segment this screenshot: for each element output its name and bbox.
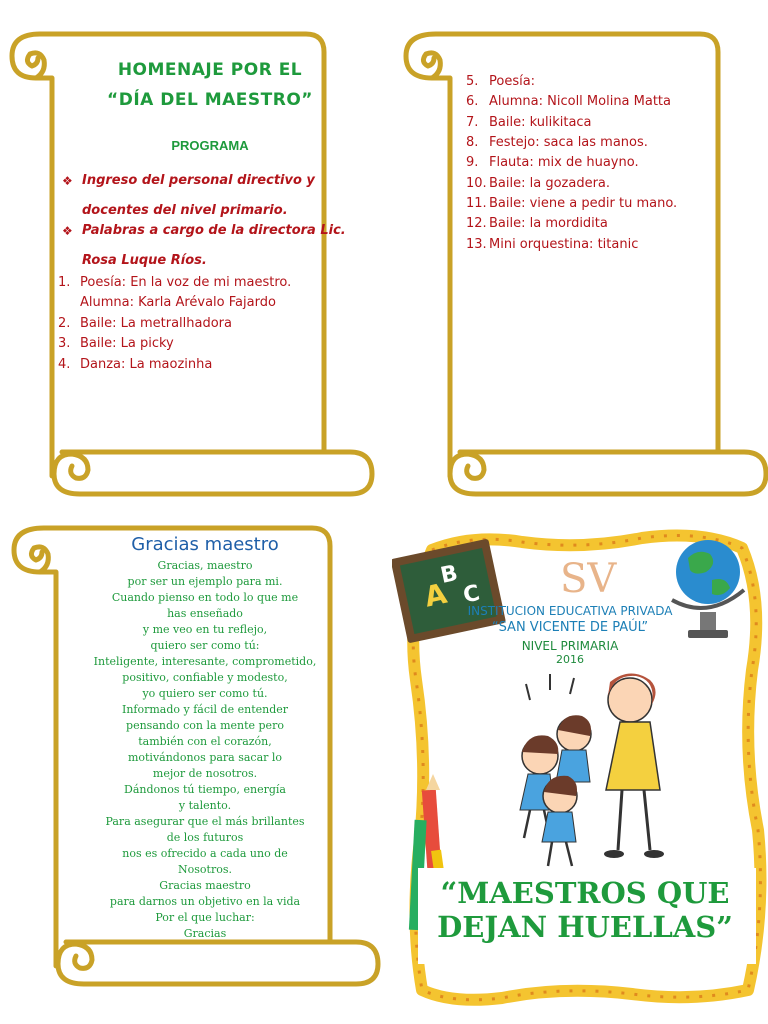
poem-line: Inteligente, interesante, comprometido, bbox=[93, 655, 317, 668]
item-number: 1. bbox=[58, 275, 71, 290]
logo-letters: SV bbox=[560, 556, 617, 602]
program-item: Alumna: Nicoll Molina Matta bbox=[489, 94, 671, 109]
school-name: “SAN VICENTE DE PAÚL” bbox=[491, 620, 649, 635]
item-number: 8. bbox=[466, 135, 479, 150]
motto-text bbox=[420, 876, 750, 944]
item-number: 10. bbox=[466, 176, 487, 191]
child-2 bbox=[556, 715, 591, 782]
poem-title: Gracias maestro bbox=[131, 534, 279, 555]
diamond-bullet-icon: ❖ bbox=[62, 174, 73, 188]
poem-line: has enseñado bbox=[167, 607, 243, 620]
program-item: Baile: la mordidita bbox=[489, 216, 608, 231]
school-year: 2016 bbox=[556, 653, 584, 666]
poem-line: Para asegurar que el más brillantes bbox=[105, 815, 305, 828]
bullet-1-line1: Ingreso del personal directivo y bbox=[82, 173, 315, 188]
program-item: Baile: la gozadera. bbox=[489, 176, 611, 191]
program-item: Flauta: mix de huayno. bbox=[489, 155, 639, 170]
blackboard-letter-a: A bbox=[421, 576, 450, 614]
child-3 bbox=[542, 776, 577, 866]
poem-line: por ser un ejemplo para mi. bbox=[127, 575, 283, 588]
poem-line: pensando con la mente pero bbox=[126, 719, 284, 732]
diamond-bullet-icon: ❖ bbox=[62, 224, 73, 238]
school-level: NIVEL PRIMARIA bbox=[521, 639, 619, 653]
item-number: 11. bbox=[466, 196, 487, 211]
program-label: PROGRAMA bbox=[171, 138, 249, 153]
poem-line: yo quiero ser como tú. bbox=[142, 687, 268, 700]
program-item: Danza: La maozinha bbox=[80, 357, 213, 372]
program-item-sub: Alumna: Karla Arévalo Fajardo bbox=[80, 295, 276, 310]
poem-line: de los futuros bbox=[166, 831, 244, 844]
motto-line1: “MAESTROS QUE bbox=[440, 876, 730, 910]
poem-line: y talento. bbox=[178, 799, 232, 812]
program-item: Festejo: saca las manos. bbox=[489, 135, 648, 150]
school-logo bbox=[560, 556, 617, 602]
poem-line: Informado y fácil de entender bbox=[121, 703, 289, 716]
item-number: 13. bbox=[466, 237, 487, 252]
program-title-line1: HOMENAJE POR EL bbox=[117, 60, 303, 80]
poem-line: nos es ofrecido a cada uno de bbox=[122, 847, 288, 860]
teacher-children-illustration bbox=[520, 673, 664, 866]
poem-line: mejor de nosotros. bbox=[152, 767, 258, 780]
poem-line: motivándonos para sacar lo bbox=[127, 751, 283, 764]
bullet-1-line2: docentes del nivel primario. bbox=[82, 203, 288, 218]
poem-line: Nosotros. bbox=[178, 863, 232, 876]
program-title-line2: “DÍA DEL MAESTRO” bbox=[107, 90, 313, 110]
blackboard-letter-c: C bbox=[461, 580, 483, 609]
poem-line: y me veo en tu reflejo, bbox=[142, 623, 268, 636]
program-item: Mini orquestina: titanic bbox=[489, 237, 639, 252]
item-number: 5. bbox=[466, 74, 479, 89]
poem-line: Dándonos tú tiempo, energía bbox=[124, 783, 286, 796]
bullet-2-line1: Palabras a cargo de la directora Lic. bbox=[82, 223, 346, 238]
poem-line: Por el que luchar: bbox=[155, 911, 255, 924]
poem-body bbox=[60, 558, 350, 942]
poem-line: también con el corazón, bbox=[138, 735, 272, 748]
poem-line: Cuando pienso en todo lo que me bbox=[111, 591, 299, 604]
program-item: Baile: La picky bbox=[80, 336, 174, 351]
poem-line: quiero ser como tú: bbox=[150, 639, 260, 652]
program-item: Poesía: En la voz de mi maestro. bbox=[80, 275, 292, 290]
poem-line: Gracias maestro bbox=[159, 879, 251, 892]
poem-line: positivo, confiable y modesto, bbox=[122, 671, 288, 684]
item-number: 12. bbox=[466, 216, 487, 231]
item-number: 2. bbox=[58, 316, 71, 331]
item-number: 3. bbox=[58, 336, 71, 351]
poem-line: Gracias, maestro bbox=[157, 559, 253, 572]
item-number: 6. bbox=[466, 94, 479, 109]
program-item: Poesía: bbox=[489, 74, 536, 89]
motto-line2: DEJAN HUELLAS” bbox=[437, 910, 733, 944]
item-number: 4. bbox=[58, 357, 71, 372]
poem-line: para darnos un objetivo en la vida bbox=[109, 895, 301, 908]
blackboard-letter-b: B bbox=[438, 560, 461, 589]
program-item: Baile: viene a pedir tu mano. bbox=[489, 196, 678, 211]
program-item: Baile: kulikitaca bbox=[489, 115, 592, 130]
program-item: Baile: La metrallhadora bbox=[80, 316, 232, 331]
institution-name: INSTITUCION EDUCATIVA PRIVADA bbox=[467, 604, 673, 618]
item-number: 9. bbox=[466, 155, 479, 170]
bullet-2-line2: Rosa Luque Ríos. bbox=[82, 253, 207, 268]
item-number: 7. bbox=[466, 115, 479, 130]
poem-line: Gracias bbox=[183, 927, 227, 940]
